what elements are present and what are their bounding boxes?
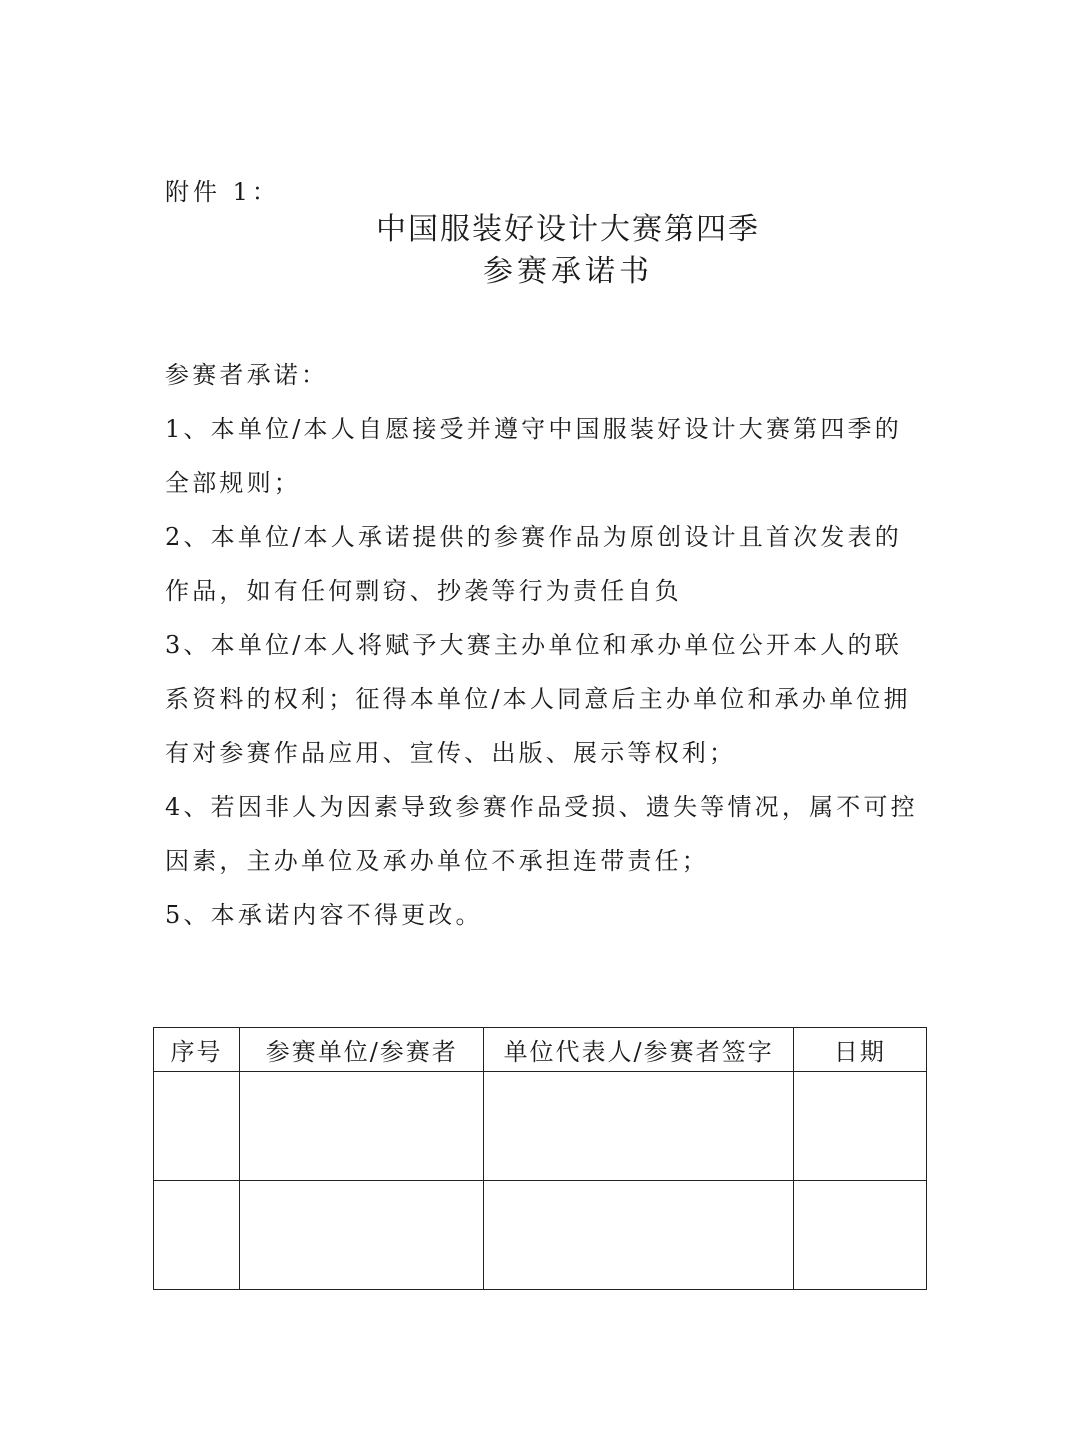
cell-signature[interactable] [484,1072,793,1181]
commitment-item-1: 1、本单位/本人自愿接受并遵守中国服装好设计大赛第四季的全部规则； [165,415,902,497]
header-date: 日期 [793,1028,926,1072]
cell-date[interactable] [793,1181,926,1290]
commitment-lead: 参赛者承诺： [165,361,329,389]
cell-serial-number[interactable] [154,1181,240,1290]
commitment-item-5: 5、本承诺内容不得更改。 [165,901,483,929]
header-signature: 单位代表人/参赛者签字 [484,1028,793,1072]
commitment-item-2: 2、本单位/本人承诺提供的参赛作品为原创设计且首次发表的作品，如有任何剽窃、抄袭等行为责任自负 [165,523,902,605]
signature-table [153,1027,927,1290]
commitment-item-4: 4、若因非人为因素导致参赛作品受损、遗失等情况，属不可控因素，主办单位及承办单位不承担连带责任； [165,793,918,875]
cell-participant[interactable] [240,1072,484,1181]
commitment-item-3: 3、本单位/本人将赋予大赛主办单位和承办单位公开本人的联系资料的权利；征得本单位/本人同意后主办单位和承办单位拥有对参赛作品应用、宣传、出版、展示等权利； [165,631,911,767]
table-row [154,1072,927,1181]
cell-serial-number[interactable] [154,1072,240,1181]
header-participant: 参赛单位/参赛者 [240,1028,484,1072]
commitment-body [165,348,925,942]
attachment-label: 附件 1： [165,178,280,206]
cell-date[interactable] [793,1072,926,1181]
header-serial-number: 序号 [154,1028,240,1072]
cell-signature[interactable] [484,1181,793,1290]
cell-participant[interactable] [240,1181,484,1290]
table-row [154,1181,927,1290]
document-title-line-2: 参赛承诺书 [483,254,653,289]
document-title-line-1: 中国服装好设计大赛第四季 [376,212,760,247]
table-header-row [154,1028,927,1072]
